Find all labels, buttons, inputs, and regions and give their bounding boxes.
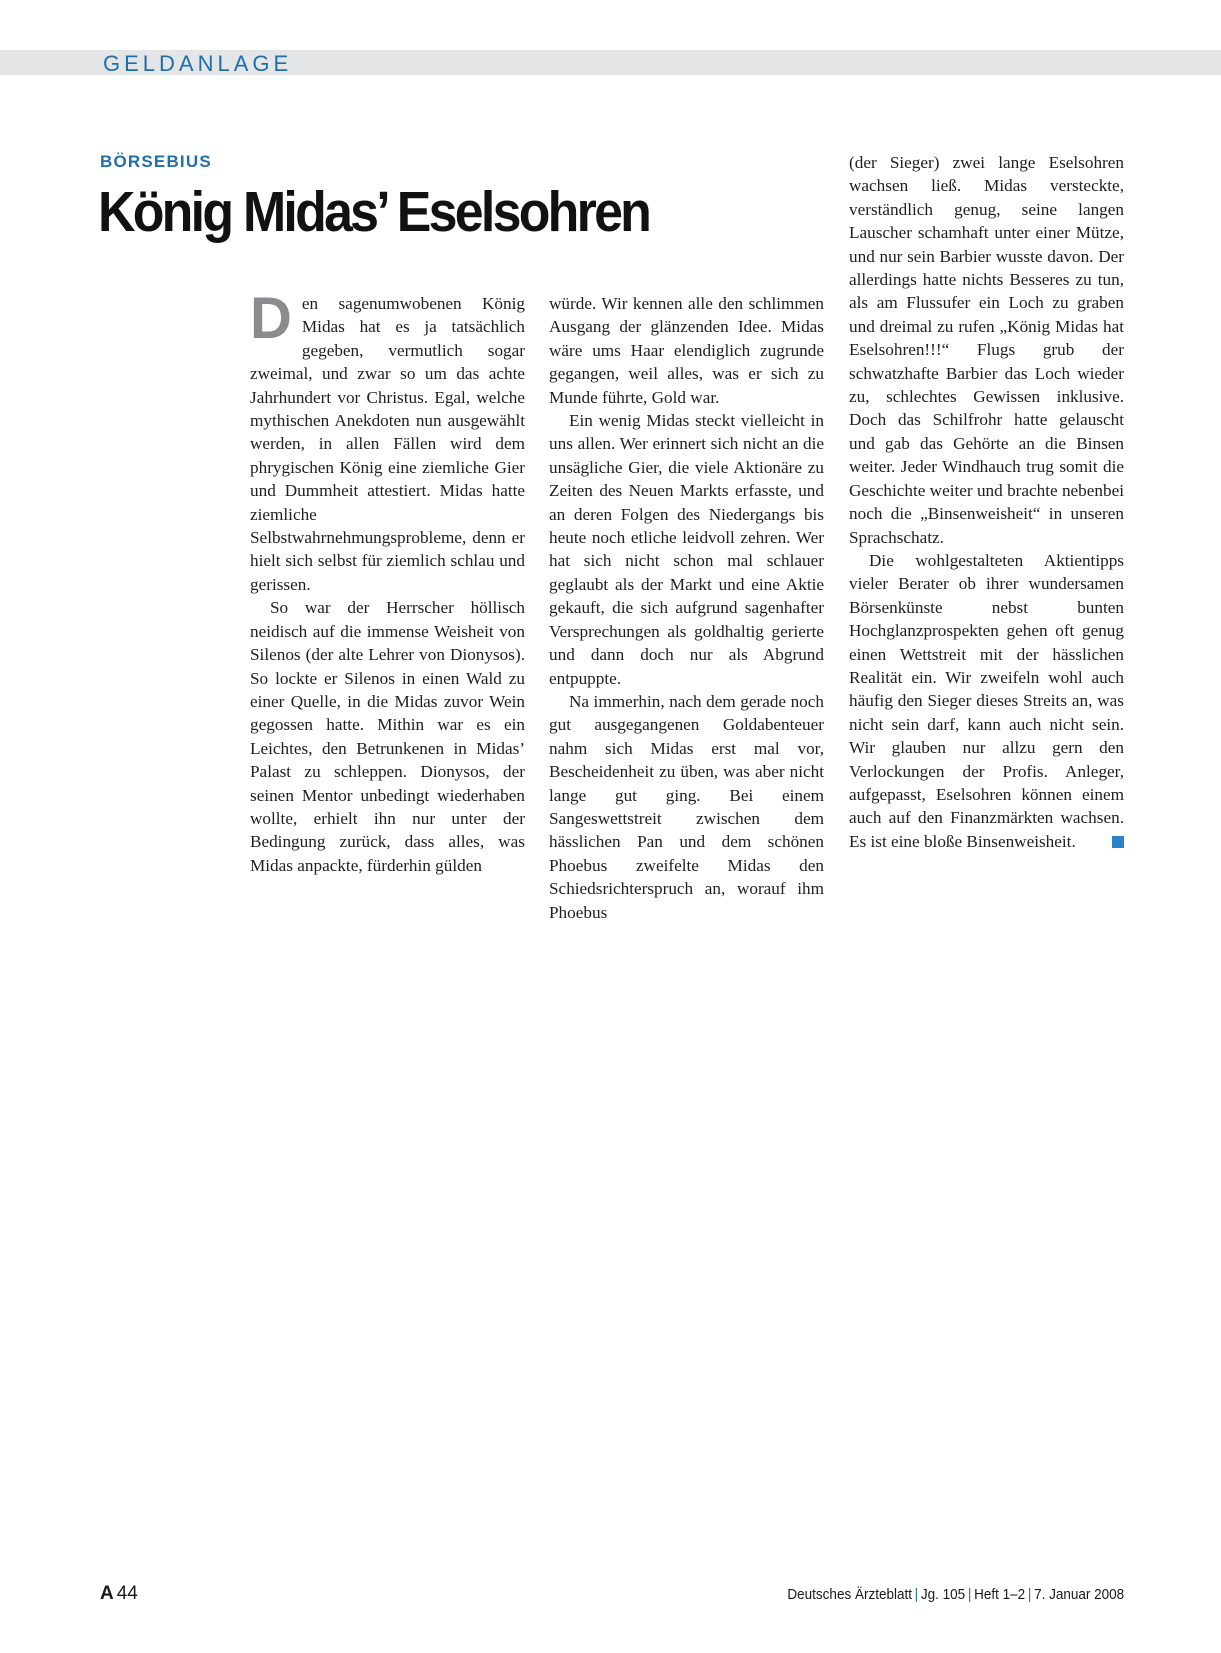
journal-issue: Heft 1–2	[973, 1586, 1026, 1603]
paragraph	[250, 286, 525, 596]
section-label: GELDANLAGE	[103, 51, 293, 76]
paragraph: Ein wenig Midas steckt vielleicht in uns allen. Wer erinnert sich nicht an die unsägliche Gier, die viele Aktionäre zu Zeiten des Neuen Markts erfasste, und an deren Folgen des Niedergangs bis heute noch etliche leidvoll zehren. Wer hat sich nicht schon mal schlauer geglaubt als der Markt und eine Aktie gekauft, die sich aufgrund sagenhafter Versprechungen als goldhaltig gerierte und dann doch nur als Abgrund entpuppte.	[549, 411, 824, 688]
journal-name: Deutsches Ärzteblatt	[787, 1586, 912, 1603]
page-letter: A	[100, 1583, 114, 1604]
paragraph: So war der Herrscher höllisch neidisch auf die immense Weisheit von Silenos (der alte Lehrer von Dionysos). So lockte er Silenos in einen Wald zu einer Quelle, in die Midas zuvor Wein gegossen hatte. Mithin war es ein Leichtes, den Betrunkenen in Midas’ Palast zu schleppen. Dionysos, der seinen Mentor unbedingt wiederhaben wollte, erhielt ihn nur unter der Bedingung zurück, dass alles, was Midas anpackte, fürderhin gülden	[250, 598, 525, 875]
divider: |	[914, 1586, 919, 1603]
publication-footer	[787, 1586, 1124, 1603]
paragraph-text: en sagenumwobenen König Midas hat es ja tatsächlich gegeben, vermutlich sogar zweimal, und zwar so um das achte Jahrhundert vor Christus. Egal, welche mythischen Anekdoten nun ausgewählt werden, in allen Fällen wird dem phrygischen König eine ziemliche Gier und Dummheit attestiert. Midas hatte ziemliche Selbstwahrnehmungsprobleme, denn er hielt sich selbst für ziemlich schlau und gerissen.	[250, 294, 525, 594]
article-title: König Midas’ Eselsohren	[98, 180, 650, 244]
journal-date: 7. Januar 2008	[1033, 1586, 1124, 1603]
divider: |	[1027, 1586, 1032, 1603]
page-number-value: 44	[116, 1583, 138, 1604]
paragraph: (der Sieger) zwei lange Eselsohren wachsen ließ. Midas versteckte, verständlich genug, seine langen Lauscher schamhaft unter einer Mütze, und nur sein Barbier wusste davon. Der allerdings hatte nichts Besseres zu tun, als am Flussufer ein Loch zu graben und dreimal zu rufen „König Midas hat Eselsohren!!!“ Flugs grub der schwatzhafte Barbier das Loch wieder zu, schlechtes Gewissen inklusive. Doch das Schilfrohr hatte gelauscht und gab das Gehörte an die Binsen weiter. Jeder Windhauch trug somit die Geschichte weiter und brachte nebenbei noch die „Binsenweisheit“ in unseren Sprachschatz.	[849, 153, 1124, 547]
paragraph-text: Die wohlgestalteten Aktientipps vieler Berater ob ihrer wundersamen Börsenkünste nebst bunten Hochglanzprospekten gehen oft genug einen Wettstreit mit der hässlichen Realität ein. Wir zweifeln wohl auch häufig den Sieger dieses Streits an, was nicht sein darf, kann auch nicht sein. Wir glauben nur allzu gern den Verlockungen der Profis. Anleger, aufgepasst, Eselsohren können einem auch auf den Finanzmärkten wachsen. Es ist eine bloße Binsenweisheit.	[849, 550, 1124, 851]
drop-cap: D	[250, 286, 292, 351]
divider: |	[967, 1586, 972, 1603]
text-column-2	[549, 292, 824, 924]
end-of-article-mark	[1112, 836, 1124, 848]
text-column-1	[250, 286, 525, 877]
text-column-3	[849, 151, 1124, 853]
paragraph: würde. Wir kennen alle den schlimmen Ausgang der glänzenden Idee. Midas wäre ums Haar elendiglich zugrunde gegangen, weil alles, was er sich zu Munde führte, Gold war.	[549, 294, 824, 407]
paragraph	[849, 549, 1124, 853]
page-number	[100, 1583, 138, 1605]
paragraph: Na immerhin, nach dem gerade noch gut ausgegangenen Goldabenteuer nahm sich Midas erst mal vor, Bescheidenheit zu üben, was aber nicht lange gut ging. Bei einem Sangeswettstreit zwischen dem hässlichen Pan und dem schönen Phoebus zweifelte Midas den Schiedsrichterspruch an, worauf ihm Phoebus	[549, 691, 824, 922]
journal-volume: Jg. 105	[920, 1586, 966, 1603]
column-kicker: BÖRSEBIUS	[100, 152, 212, 171]
